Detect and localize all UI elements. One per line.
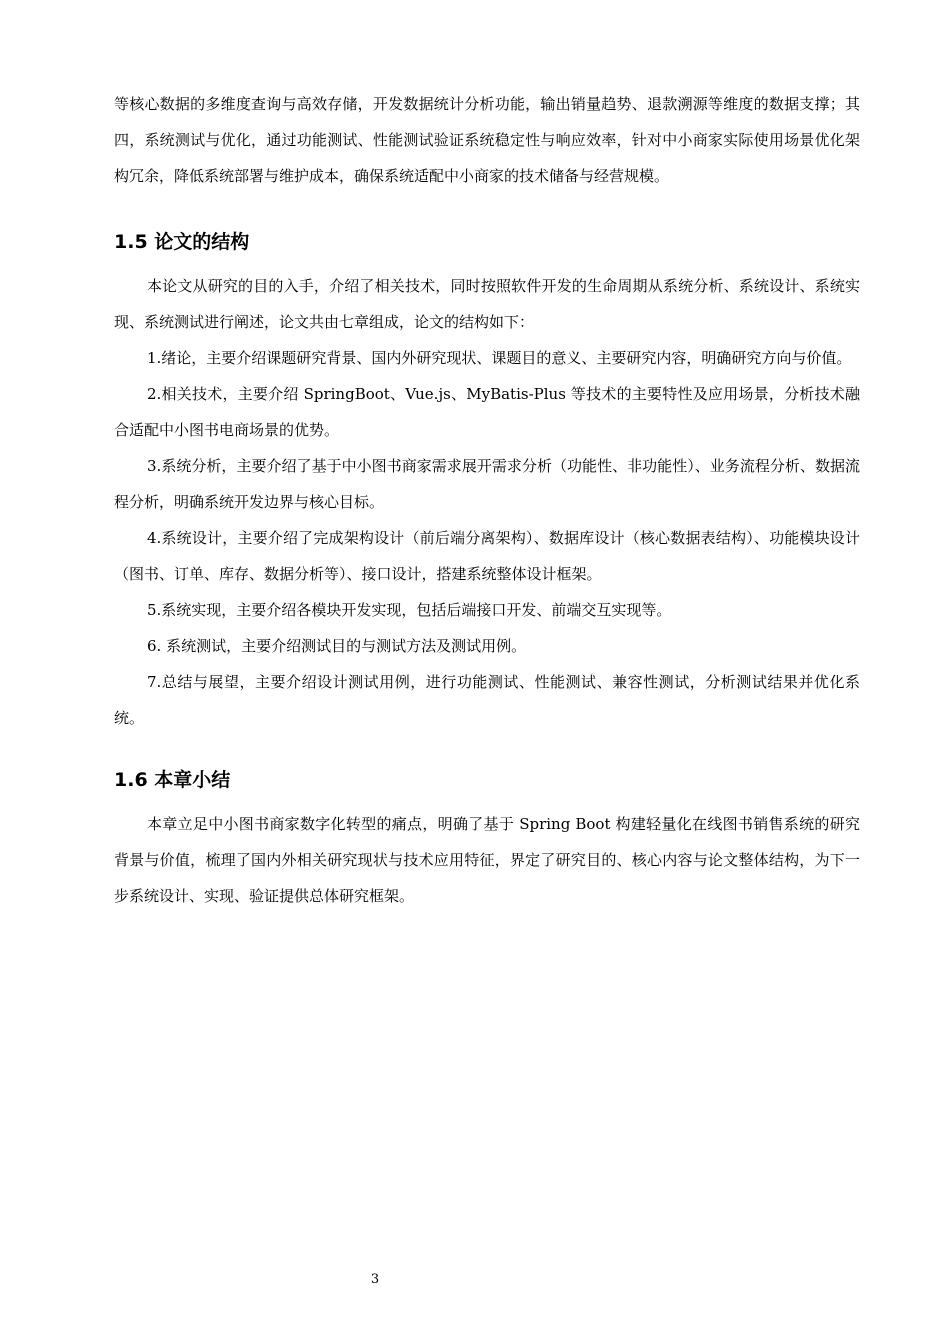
paragraph: 本论文从研究的目的入手，介绍了相关技术，同时按照软件开发的生命周期从系统分析、系统设计、系统实现、系统测试进行阐述，论文共由七章组成，论文的结构如下：: [114, 277, 860, 331]
page-number: 3: [370, 1272, 380, 1287]
document-body: [114, 86, 860, 914]
chapter-list-item: 7.总结与展望，主要介绍设计测试用例，进行功能测试、性能测试、兼容性测试，分析测试结果并优化系统。: [114, 673, 860, 727]
chapter-list-item: 4.系统设计，主要介绍了完成架构设计（前后端分离架构）、数据库设计（核心数据表结构）、功能模块设计（图书、订单、库存、数据分析等）、接口设计，搭建系统整体设计框架。: [114, 529, 860, 583]
section-heading-1-6: 1.6 本章小结: [114, 769, 231, 791]
chapter-list-item: 2.相关技术，主要介绍 SpringBoot、Vue.js、MyBatis-Plus 等技术的主要特性及应用场景，分析技术融合适配中小图书电商场景的优势。: [114, 385, 860, 439]
chapter-list-item: 6. 系统测试，主要介绍测试目的与测试方法及测试用例。: [147, 637, 527, 655]
section-heading-1-5: 1.5 论文的结构: [114, 231, 250, 253]
intro-paragraph: 等核心数据的多维度查询与高效存储，开发数据统计分析功能，输出销量趋势、退款溯源等维度的数据支撑；其四，系统测试与优化，通过功能测试、性能测试验证系统稳定性与响应效率，针对中小商家实际使用场景优化架构冗余，降低系统部署与维护成本，确保系统适配中小商家的技术储备与经营规模。: [114, 95, 860, 185]
chapter-list-item: 1.绪论，主要介绍课题研究背景、国内外研究现状、课题目的意义、主要研究内容，明确研究方向与价值。: [147, 349, 852, 367]
summary-paragraph: 本章立足中小图书商家数字化转型的痛点，明确了基于 Spring Boot 构建轻量化在线图书销售系统的研究背景与价值，梳理了国内外相关研究现状与技术应用特征，界定了研究目的、核心内容与论文整体结构，为下一步系统设计、实现、验证提供总体研究框架。: [114, 815, 860, 905]
chapter-list-item: 3.系统分析，主要介绍了基于中小图书商家需求展开需求分析（功能性、非功能性）、业务流程分析、数据流程分析，明确系统开发边界与核心目标。: [114, 457, 860, 511]
chapter-list-item: 5.系统实现，主要介绍各模块开发实现，包括后端接口开发、前端交互实现等。: [147, 601, 672, 619]
